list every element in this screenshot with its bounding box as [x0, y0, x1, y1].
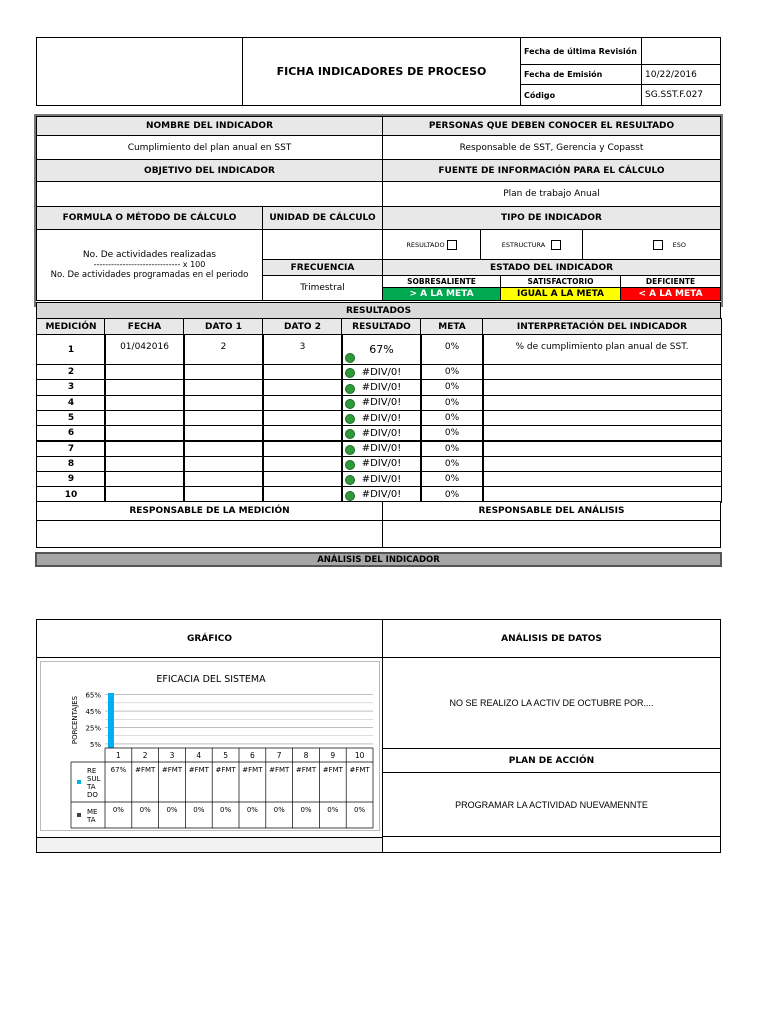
table-row-4-medicion: 4: [36, 395, 106, 411]
table-row-1-medicion: 1: [36, 334, 106, 365]
table-row-4-meta: 0%: [420, 395, 484, 411]
chart-x-tick-label: 4: [196, 751, 202, 760]
satisfactorio-label: SATISFACTORIO: [500, 275, 621, 288]
table-row-7-resultado: [341, 441, 422, 457]
chart-data-label: 67%: [110, 766, 127, 774]
table-row-9-fecha[interactable]: [104, 471, 185, 487]
plan-footer-cell: [382, 836, 721, 853]
chart-y-tick-label: 5%: [89, 740, 101, 749]
unidad-value: [262, 229, 383, 260]
table-row-1-meta: 0%: [420, 334, 484, 365]
tipo-resultado-label: RESULTADO: [406, 240, 445, 249]
chart-legend-label: SUL: [87, 775, 101, 783]
table-row-1-fecha[interactable]: 01/042016: [104, 334, 185, 365]
chart-data-label: 0%: [220, 806, 232, 814]
table-row-6-dato2[interactable]: [262, 425, 343, 441]
chart-x-tick-label: 8: [303, 751, 309, 760]
results-col-header-interpretacion: INTERPRETACIÓN DEL INDICADOR: [482, 318, 722, 335]
table-row-4-resultado: [341, 395, 422, 411]
chart-data-label: 0%: [273, 806, 285, 814]
chart-data-label: 0%: [166, 806, 178, 814]
chart-data-label: #FMT: [269, 766, 290, 774]
plan-accion-value: PROGRAMAR LA ACTIVIDAD NUEVAMENNTE: [382, 772, 721, 837]
chart-legend-label: DO: [87, 791, 98, 799]
resp-medicion-value: [36, 520, 383, 548]
table-row-10-medicion: 10: [36, 486, 106, 502]
table-row-6-meta: 0%: [420, 425, 484, 441]
chart-x-tick-label: 7: [276, 751, 282, 760]
resultado-value: #DIV/0!: [361, 381, 402, 393]
chart-data-label: 0%: [193, 806, 205, 814]
resultado-value: #DIV/0!: [361, 489, 402, 501]
table-row-9-medicion: 9: [36, 471, 106, 487]
tipo-eso-option[interactable]: [582, 229, 721, 260]
tipo-resultado-checkbox[interactable]: [447, 240, 457, 250]
formula-label: FORMULA O MÉTODO DE CÁLCULO: [36, 206, 263, 230]
chart-x-tick-label: 6: [250, 751, 255, 760]
status-indicator-icon: [345, 491, 355, 501]
table-row-3-interpretacion: [482, 379, 722, 395]
formula-denominator: No. De actividades programadas en el periodo: [50, 270, 249, 280]
resp-analisis-label: RESPONSABLE DEL ANÁLISIS: [382, 501, 721, 521]
chart-legend-label: ME: [87, 808, 98, 816]
table-row-1-resultado: [341, 334, 422, 365]
table-row-9-resultado: [341, 471, 422, 487]
personas-label: PERSONAS QUE DEBEN CONOCER EL RESULTADO: [382, 116, 721, 136]
chart-legend-swatch: [77, 813, 81, 817]
table-row-6-fecha[interactable]: [104, 425, 185, 441]
chart-bar: [108, 693, 114, 748]
tipo-estructura-option[interactable]: [480, 229, 583, 260]
status-indicator-icon: [345, 429, 355, 439]
status-indicator-icon: [345, 399, 355, 409]
resultado-value: #DIV/0!: [361, 366, 402, 378]
table-row-4-dato1[interactable]: [183, 395, 264, 411]
chart-data-label: 0%: [139, 806, 151, 814]
resultados-title: RESULTADOS: [36, 302, 721, 319]
table-row-5-interpretacion: [482, 410, 722, 426]
results-col-header-dato2: DATO 2: [262, 318, 343, 335]
table-row-7-meta: 0%: [420, 441, 484, 457]
resultado-value: 67%: [369, 343, 394, 356]
table-row-3-dato1[interactable]: [183, 379, 264, 395]
analisis-datos-value: NO SE REALIZO LA ACTIV DE OCTUBRE POR....: [382, 657, 721, 749]
formula-separator: ------------------------------ x 100: [93, 260, 206, 269]
results-col-header-fecha: FECHA: [104, 318, 185, 335]
document-title: FICHA INDICADORES DE PROCESO: [242, 37, 521, 106]
table-row-8-fecha[interactable]: [104, 456, 185, 472]
chart-x-tick-label: 10: [354, 751, 365, 760]
results-col-header-meta: META: [420, 318, 484, 335]
tipo-estructura-checkbox[interactable]: [551, 240, 561, 250]
table-row-5-dato2[interactable]: [262, 410, 343, 426]
frecuencia-value: Trimestral: [262, 275, 383, 301]
status-indicator-icon: [345, 353, 355, 363]
chart-y-axis-label: PORCENTAJES: [71, 695, 79, 745]
table-row-8-meta: 0%: [420, 456, 484, 472]
chart-title: EFICACIA DEL SISTEMA: [156, 674, 266, 685]
resultado-value: #DIV/0!: [361, 443, 402, 455]
analisis-datos-label: ANÁLISIS DE DATOS: [382, 619, 721, 658]
chart-y-tick-label: 25%: [85, 724, 101, 733]
chart-data-label: #FMT: [135, 766, 156, 774]
table-row-5-meta: 0%: [420, 410, 484, 426]
table-row-8-resultado: [341, 456, 422, 472]
status-indicator-icon: [345, 475, 355, 485]
table-row-4-dato2[interactable]: [262, 395, 343, 411]
results-col-header-resultado: RESULTADO: [341, 318, 422, 335]
chart-x-tick-label: 1: [116, 751, 121, 760]
estado-label: ESTADO DEL INDICADOR: [382, 259, 721, 276]
tipo-eso-checkbox[interactable]: [653, 240, 663, 250]
table-row-2-dato1[interactable]: [183, 364, 264, 380]
estado-sobresaliente-badge: > A LA META: [382, 287, 501, 301]
tipo-estructura-label: ESTRUCTURA: [501, 240, 546, 249]
meta-value-revision: [641, 37, 721, 65]
meta-label-codigo: Código: [520, 84, 642, 106]
resultado-value: #DIV/0!: [361, 412, 402, 424]
table-row-5-medicion: 5: [36, 410, 106, 426]
chart-data-label: 0%: [246, 806, 258, 814]
chart-y-tick-label: 45%: [85, 708, 101, 717]
table-row-7-dato1[interactable]: [183, 441, 264, 457]
status-indicator-icon: [345, 368, 355, 378]
table-row-6-medicion: 6: [36, 425, 106, 441]
grafico-label: GRÁFICO: [36, 619, 383, 658]
eficacia-chart: [41, 662, 381, 832]
table-row-7-dato2[interactable]: [262, 441, 343, 457]
table-row-8-dato1[interactable]: [183, 456, 264, 472]
chart-data-label: 0%: [327, 806, 339, 814]
meta-label-revision: Fecha de última Revisión: [520, 37, 642, 65]
table-row-3-resultado: [341, 379, 422, 395]
table-row-2-resultado: [341, 364, 422, 380]
status-indicator-icon: [345, 445, 355, 455]
chart-data-label: #FMT: [242, 766, 263, 774]
chart-legend-label: TA: [87, 816, 96, 824]
meta-label-emision: Fecha de Emisión: [520, 64, 642, 85]
table-row-2-dato2[interactable]: [262, 364, 343, 380]
chart-data-label: 0%: [112, 806, 124, 814]
sobresaliente-label: SOBRESALIENTE: [382, 275, 501, 288]
status-indicator-icon: [345, 460, 355, 470]
table-row-1-dato1[interactable]: 2: [183, 334, 264, 365]
chart-data-label: #FMT: [295, 766, 317, 774]
resultado-value: #DIV/0!: [361, 397, 402, 409]
table-row-5-dato1[interactable]: [183, 410, 264, 426]
table-row-3-dato2[interactable]: [262, 379, 343, 395]
status-indicator-icon: [345, 414, 355, 424]
chart-data-label: 0%: [354, 806, 366, 814]
table-row-5-resultado: [341, 410, 422, 426]
resultado-value: #DIV/0!: [361, 473, 402, 485]
meta-value-codigo: SG.SST.F.027: [641, 84, 721, 106]
table-row-8-interpretacion: [482, 456, 722, 472]
table-row-9-dato2[interactable]: [262, 471, 343, 487]
chart-data-label: #FMT: [349, 766, 370, 774]
fuente-value: Plan de trabajo Anual: [382, 181, 721, 207]
estado-deficiente-badge: < A LA META: [620, 287, 721, 301]
chart-x-tick-label: 3: [169, 751, 175, 760]
table-row-7-fecha[interactable]: [104, 441, 185, 457]
resultado-value: #DIV/0!: [361, 427, 402, 439]
tipo-eso-label: ESO: [672, 240, 686, 249]
table-row-9-dato1[interactable]: [183, 471, 264, 487]
chart-x-tick-label: 2: [142, 751, 148, 760]
table-row-6-dato1[interactable]: [183, 425, 264, 441]
fuente-label: FUENTE DE INFORMACIÓN PARA EL CÁLCULO: [382, 159, 721, 182]
status-indicator-icon: [345, 384, 355, 394]
results-col-header-dato1: DATO 1: [183, 318, 264, 335]
chart-x-tick-label: 9: [330, 751, 336, 760]
objetivo-value: [36, 181, 383, 207]
chart-data-label: #FMT: [215, 766, 236, 774]
tipo-label: TIPO DE INDICADOR: [382, 206, 721, 230]
table-row-1-interpretacion: % de cumplimiento plan anual de SST.: [482, 334, 722, 365]
chart-footer-cell: [36, 837, 383, 853]
table-row-2-medicion: 2: [36, 364, 106, 380]
plan-accion-label: PLAN DE ACCIÓN: [382, 748, 721, 773]
formula-numerator: No. De actividades realizadas: [82, 250, 217, 260]
table-row-7-medicion: 7: [36, 441, 106, 457]
nombre-label: NOMBRE DEL INDICADOR: [36, 116, 383, 136]
chart-frame: [40, 661, 380, 831]
resp-medicion-label: RESPONSABLE DE LA MEDICIÓN: [36, 501, 383, 521]
table-row-9-interpretacion: [482, 471, 722, 487]
table-row-9-meta: 0%: [420, 471, 484, 487]
table-row-10-meta: 0%: [420, 486, 484, 502]
estado-satisfactorio-badge: IGUAL A LA META: [500, 287, 621, 301]
table-row-3-fecha[interactable]: [104, 379, 185, 395]
table-row-5-fecha[interactable]: [104, 410, 185, 426]
table-row-2-fecha[interactable]: [104, 364, 185, 380]
chart-legend-label: TA: [87, 783, 96, 791]
chart-legend-swatch: [77, 780, 81, 784]
table-row-4-interpretacion: [482, 395, 722, 411]
table-row-2-meta: 0%: [420, 364, 484, 380]
meta-value-emision: 10/22/2016: [641, 64, 721, 85]
chart-data-label: #FMT: [322, 766, 343, 774]
objetivo-label: OBJETIVO DEL INDICADOR: [36, 159, 383, 182]
table-row-4-fecha[interactable]: [104, 395, 185, 411]
chart-data-label: #FMT: [161, 766, 183, 774]
deficiente-label: DEFICIENTE: [620, 275, 721, 288]
table-row-6-resultado: [341, 425, 422, 441]
personas-value: Responsable de SST, Gerencia y Copasst: [382, 135, 721, 160]
chart-data-label: 0%: [300, 806, 312, 814]
chart-y-tick-label: 65%: [85, 691, 101, 700]
table-row-3-medicion: 3: [36, 379, 106, 395]
header-logo-box: [36, 37, 243, 106]
table-row-6-interpretacion: [482, 425, 722, 441]
chart-x-tick-label: 5: [223, 751, 228, 760]
tipo-resultado-option[interactable]: [382, 229, 481, 260]
table-row-8-medicion: 8: [36, 456, 106, 472]
table-row-7-interpretacion: [482, 441, 722, 457]
table-row-1-dato2[interactable]: 3: [262, 334, 343, 365]
nombre-value: Cumplimiento del plan anual en SST: [36, 135, 383, 160]
resp-analisis-value: [382, 520, 721, 548]
table-row-8-dato2[interactable]: [262, 456, 343, 472]
table-row-2-interpretacion: [482, 364, 722, 380]
frecuencia-label: FRECUENCIA: [262, 259, 383, 276]
chart-legend-label: RE: [87, 767, 97, 775]
unidad-label: UNIDAD DE CÁLCULO: [262, 206, 383, 230]
analisis-indicador-title: ANÁLISIS DEL INDICADOR: [35, 552, 722, 567]
resultado-value: #DIV/0!: [361, 458, 402, 470]
formula-box: [36, 229, 263, 301]
chart-data-label: #FMT: [188, 766, 209, 774]
results-col-header-medicion: MEDICIÓN: [36, 318, 106, 335]
table-row-3-meta: 0%: [420, 379, 484, 395]
